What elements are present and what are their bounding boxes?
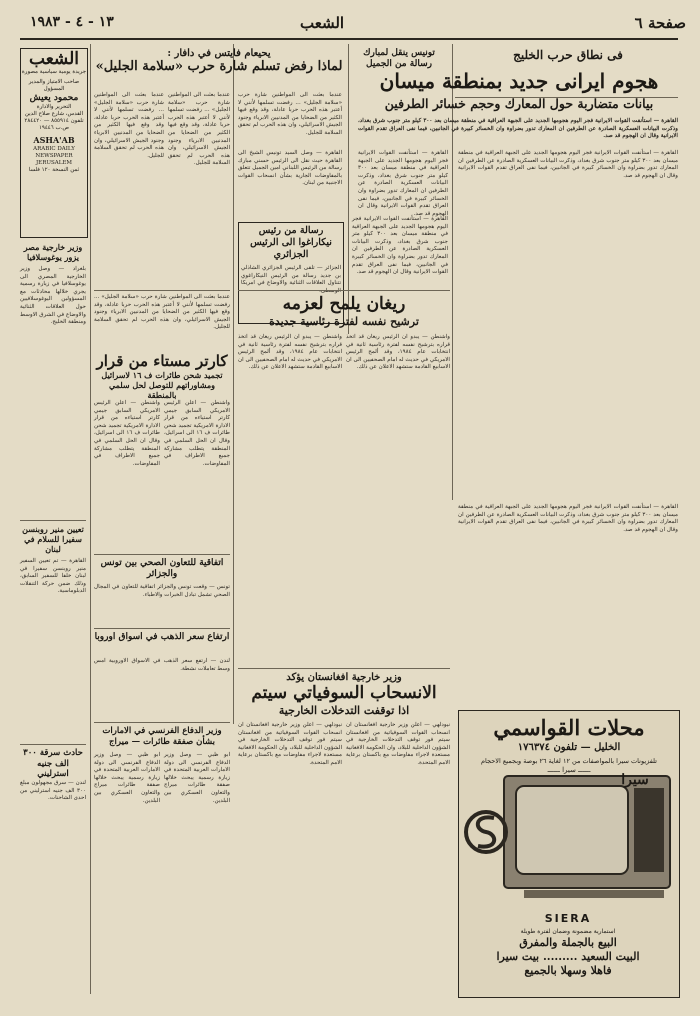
sidebar-item-headline: تعيين منير روبنسن سفيرا للسلام في لبنان	[22, 524, 84, 554]
sidebar-owner-label: صاحب الامتياز والمدير المسؤول	[28, 79, 80, 92]
ad-line: ــــــ سيرا ــــــ	[547, 766, 591, 774]
ad-product-area	[464, 772, 672, 912]
section-rule	[20, 520, 86, 521]
reagan-body-1: واشنطن — يبدو ان الرئيس ريغان قد اتخذ قراره بترشيح نفسه لفترة رئاسية ثانية في انتخابات عام ١٩٨٤، وقد ألمح الرئيس الامريكي في حديث له امام الصحفيين الى ان الاسابيع القادمة ستشهد الاعلان عن ذلك.	[346, 334, 450, 371]
france-headline: وزير الدفاع الفرنسي في الامارات بشأن صفقة طائرات — ميراج	[102, 726, 222, 747]
ad-bottom-line: البيع بالجملة والمفرق	[519, 936, 617, 949]
carter-subhead: تجميد شحن طائرات ف ١٦ لاسرائيل ومشاوراتهم للتوصل لحل سلمي بالمنطقة	[101, 370, 223, 400]
sterling-body: لندن — سرق مجهولون مبلغ ٣٠٠ الف جنيه استرليني من احدى الشاحنات.	[20, 780, 86, 802]
carter-article	[94, 352, 230, 400]
lebanon-body-4: عندما بعثت الى المواطنين شارة حرب «سلامة الجليل» ... رفضت تسلمها لأنني لا أعتبر هذه الحرب حربا عادلة، وقد وقع فيها الكثير من الضحايا من المدنيين الابرياء وجنود الجيش الاسرائيلي، وان هذه الحرب لم تحقق السلامة للجليل.	[94, 294, 230, 331]
sidebar-item-body: القاهرة — تم تعيين السفير منير روبنسن سفيرا في لبنان خلفا للسفير السابق، وذلك ضمن حركة التنقلات الدبلوماسية.	[20, 558, 86, 595]
header-rule	[20, 38, 678, 40]
ad-bottom-line: فاهلا وسهلا بالجميع	[524, 964, 612, 977]
section-rule	[238, 290, 450, 291]
afghan-headline: الانسحاب السوفياتي سيتم	[251, 683, 437, 703]
lead-intro: القاهرة — استأنفت القوات الايرانية فجر اليوم هجومها الجديد على الجبهة العراقية في منطقة ميسان بعد ٣٠٠ كيلو متر جنوب شرق بغداد، وذكرت البيانات العسكرية الصادرة عن الطرفين ان المعارك تدور بضراوة وان الخسائر كبيرة في الجانبين، فيما نفى العراق تقدم القوات الايرانية وقال ان الهجوم قد صد.	[358, 118, 678, 140]
lead-body-lower: القاهرة — استأنفت القوات الايرانية فجر اليوم هجومها الجديد على الجبهة العراقية في منطقة ميسان بعد ٣٠٠ كيلو متر جنوب شرق بغداد، وذكرت البيانات العسكرية الصادرة عن الطرفين ان المعارك تدور بضراوة وان الخسائر كبيرة في الجانبين، فيما نفى العراق تقدم القوات الايرانية وقال ان الهجوم قد صد.	[458, 504, 678, 533]
sidebar-latin-line: NEWSPAPER	[35, 153, 73, 159]
france-body-1: ابو ظبي — وصل وزير الدفاع الفرنسي الى دولة الامارات العربية المتحدة في زيارة رسمية يبحث خلالها صفقة طائرات ميراج والتعاون العسكري بين البلدين.	[94, 752, 160, 804]
column-rule	[233, 44, 234, 724]
sidebar-line: التحرير والادارة	[36, 104, 72, 110]
afghan-body-2: نيودلهي — اعلن وزير خارجية افغانستان ان انسحاب القوات السوفياتية من افغانستان سيتم فور توقف التدخلات الخارجية في الشؤون الداخلية للبلاد، وان الحكومة الافغانية مستعدة لاجراء مفاوضات مع باكستان برعاية الامم المتحدة.	[238, 722, 342, 766]
sidebar-line: القدس، شارع صلاح الدين	[24, 111, 84, 117]
sterling-headline: حادث سرقة ٣٠٠ الف جنيه استرليني	[23, 748, 83, 779]
sidebar-latin-title: ASHA'AB	[33, 135, 75, 145]
tunisia-agree-body: تونس — وقعت تونس والجزائر اتفاقية للتعاون في المجال الصحي تشمل تبادل الخبرات والاطباء.	[94, 584, 230, 598]
lead-body-side: القاهرة — استأنفت القوات الايرانية فجر اليوم هجومها الجديد على الجبهة العراقية في منطقة ميسان بعد ٣٠٠ كيلو متر جنوب شرق بغداد، وذكرت البيانات العسكرية الصادرة عن الطرفين ان المعارك تدور بضراوة وان الخسائر كبيرة في الجانبين، فيما نفى العراق تقدم القوات الايرانية وقال ان الهجوم قد صد.	[352, 216, 448, 276]
sidebar-line: تلفون ٨٥٥٩١٤ — ٢٨٤٤٢٠	[24, 118, 84, 124]
sidebar-item-body: بلغراد — وصل وزير الخارجية المصري الى يوغوسلافيا في زيارة رسمية يجري خلالها محادثات مع المسؤولين اليوغوسلافيين حول العلاقات الثنائية والاوضاع في الشرق الاوسط ومنطقة الخليج.	[20, 266, 86, 326]
section-rule	[94, 554, 230, 555]
lebanon-article	[94, 48, 344, 74]
lebanon-kicker: يحيعام فايتس في دافار :	[167, 48, 271, 59]
carter-body-2: واشنطن — اعلن الرئيس الامريكي السابق جيمي كارتر استياءه من قرار الادارة الامريكية تجميد شحن طائرات ف ١٦ الى اسرائيل، وقال ان الحل السلمي في المنطقة يتطلب مشاركة جميع الاطراف في المفاوضات.	[164, 400, 230, 467]
issue-date: ١٣ - ٤ - ١٩٨٣	[30, 14, 114, 30]
france-body-2: ابو ظبي — وصل وزير الدفاع الفرنسي الى دولة الامارات العربية المتحدة في زيارة رسمية يبحث خلالها صفقة طائرات ميراج والتعاون العسكري بين البلدين.	[164, 752, 230, 804]
ad-warranty: استمارية مضمونة وضمان لفترة طويلة	[520, 928, 616, 935]
sidebar-title: الشعب	[29, 49, 79, 69]
lebanon-body-1: عندما بعثت الى المواطنين شارة حرب «سلامة الجليل» ... رفضت تسلمها لأنني لا أعتبر هذه الحرب حربا عادلة، وقد وقع فيها الكثير من الضحايا من المدنيين الابرياء وجنود الجيش الاسرائيلي، وان هذه الحرب لم تحقق السلامة للجليل.	[94, 92, 164, 159]
sidebar-price: ثمن النسخة ١٢٠ فلسا	[28, 167, 80, 173]
masthead-box	[20, 48, 88, 238]
afghan-body-1: نيودلهي — اعلن وزير خارجية افغانستان ان انسحاب القوات السوفياتية من افغانستان سيتم فور توقف التدخلات الخارجية في الشؤون الداخلية للبلاد، وان الحكومة الافغانية مستعدة لاجراء مفاوضات مع باكستان برعاية الامم المتحدة.	[346, 722, 450, 766]
section-rule	[94, 628, 230, 629]
ad-bottom-line: البيت السعيد ......... بيت سيرا	[496, 950, 640, 963]
ad-location: الخليل — تلفون ١٧٦٣٧٤	[517, 742, 621, 753]
tv-illustration	[464, 772, 672, 912]
afghan-article	[238, 672, 450, 718]
section-rule	[94, 290, 230, 291]
lead-subhead: بيانات متضاربة حول المعارك وحجم خسائر الطرفين	[384, 96, 654, 111]
reagan-subhead: ترشيح نفسه لفترة رئاسية جديدة	[269, 315, 419, 328]
carter-headline: كارتر مستاء من قرار	[96, 352, 228, 370]
letter-body: الجزائر — تلقى الرئيس الجزائري الشاذلي بن جديد رسالة من الرئيس النيكاراغوي تتناول العلاقات الثنائية والاوضاع في امريكا	[241, 265, 341, 287]
siera-s-icon	[478, 817, 494, 846]
sidebar-item-headline: وزير خارجية مصر يزور يوغوسلافيا	[23, 242, 83, 262]
tv-speaker	[634, 788, 664, 872]
sidebar-latin-line: JERUSALEM	[35, 160, 73, 166]
reagan-body-2: واشنطن — يبدو ان الرئيس ريغان قد اتخذ قراره بترشيح نفسه لفترة رئاسية ثانية في انتخابات عام ١٩٨٤، وقد ألمح الرئيس الامريكي في حديث له امام الصحفيين الى ان الاسابيع القادمة ستشهد الاعلان عن ذلك.	[238, 334, 342, 371]
ad-bottom	[462, 928, 674, 978]
tunisia-headline: تونيس ينقل لمبارك رسالة من الجميل	[363, 48, 435, 69]
section-rule	[20, 744, 86, 745]
column-rule	[90, 44, 91, 994]
newspaper-name: الشعب	[300, 14, 345, 32]
section-rule	[94, 722, 230, 723]
sidebar-tagline: جريدة يومية سياسية مصورة	[21, 69, 87, 75]
lead-body: القاهرة — استأنفت القوات الايرانية فجر اليوم هجومها الجديد على الجبهة العراقية في منطقة ميسان بعد ٣٠٠ كيلو متر جنوب شرق بغداد، وذكرت البيانات العسكرية الصادرة عن الطرفين ان المعارك تدور بضراوة وان الخسائر كبيرة في الجانبين، فيما نفى العراق تقدم القوات الايرانية وقال ان الهجوم قد صد.	[458, 150, 678, 179]
tv-screen	[516, 786, 628, 874]
column-rule	[452, 44, 453, 500]
ad-footer	[462, 912, 674, 925]
carter-body-1: واشنطن — اعلن الرئيس الامريكي السابق جيمي كارتر استياءه من قرار الادارة الامريكية تجميد شحن طائرات ف ١٦ الى اسرائيل، وقال ان الحل السلمي في المنطقة يتطلب مشاركة جميع الاطراف في المفاوضات.	[94, 400, 160, 467]
gold-headline: ارتفاع سعر الذهب في اسواق اوروبا	[94, 632, 230, 642]
ad-store-name: محلات القواسمي	[493, 715, 645, 740]
page-number: صفحة ٦	[634, 14, 686, 32]
ad-line: تلفزيونات سيرا بالمواصفات من ١٢ لغاية ٢٦ بوصة وبجميع الاحجام	[481, 757, 657, 765]
sidebar-line: ص.ب ١٩٤٤٦	[38, 125, 70, 131]
lead-kicker: فى نطاق حرب الخليج	[513, 48, 623, 62]
sidebar-latin-line: ARABIC DAILY	[33, 146, 75, 152]
tv-stand	[524, 890, 664, 898]
tunisia-agree-headline: اتفاقية للتعاون الصحي بين تونس والجزائر	[100, 558, 224, 579]
tunisia-body-cont: القاهرة — وصل السيد تونيس الشيخ الى القاهرة حيث نقل الى الرئيس حسني مبارك رسالة من الرئيس اللبناني امين الجميل تتعلق بالمفاوضات الجارية بشأن انسحاب القوات الاجنبية من لبنان.	[238, 150, 342, 187]
letter-headline: رسالة من رئيس نيكاراغوا الى الرئيس الجزائري	[250, 225, 332, 260]
lead-headline: هجوم ايرانى جديد بمنطقة ميسان	[379, 69, 659, 93]
lead-body-cont: القاهرة — استأنفت القوات الايرانية فجر اليوم هجومها الجديد على الجبهة العراقية في منطقة ميسان بعد ٣٠٠ كيلو متر جنوب شرق بغداد، وذكرت البيانات العسكرية الصادرة عن الطرفين ان المعارك تدور بضراوة وان الخسائر كبيرة في الجانبين، فيما نفى العراق تقدم القوات الايرانية وقال ان الهجوم قد صد.	[358, 150, 448, 217]
reagan-article	[238, 294, 450, 329]
afghan-kicker: وزير خارجية افغانستان يؤكد	[286, 672, 402, 683]
lebanon-body-2: عندما بعثت الى المواطنين شارة حرب «سلامة الجليل» ... رفضت تسلمها لأنني لا أعتبر هذه الحرب حربا عادلة، وقد وقع فيها الكثير من الضحايا من المدنيين الابرياء وجنود الجيش الاسرائيلي، وان هذه الحرب لم تحقق السلامة للجليل.	[168, 92, 230, 167]
afghan-subhead: اذا توقفت التدخلات الخارجية	[278, 704, 410, 717]
lebanon-headline: لماذا رفض تسلم شارة حرب «سلامة الجليل»	[95, 59, 343, 74]
lebanon-body-3: عندما بعثت الى المواطنين شارة حرب «سلامة الجليل» ... رفضت تسلمها لأنني لا أعتبر هذه الحرب حربا عادلة، وقد وقع فيها الكثير من الضحايا من المدنيين الابرياء وجنود الجيش الاسرائيلي، وان هذه الحرب لم تحقق السلامة للجليل.	[238, 92, 342, 136]
lead-article	[458, 48, 678, 62]
section-rule	[238, 668, 450, 669]
page-header	[0, 0, 700, 48]
sidebar-owner: محمود يعيش	[29, 93, 79, 103]
ad-brand-arabic: سيرا	[621, 772, 649, 788]
gold-body: لندن — ارتفع سعر الذهب في الاسواق الاوروبية امس وسط تعاملات نشطة.	[94, 658, 230, 672]
reagan-headline: ريغان يلمح لعزمه	[282, 294, 406, 314]
ad-brand-latin: SIERA	[544, 912, 592, 925]
